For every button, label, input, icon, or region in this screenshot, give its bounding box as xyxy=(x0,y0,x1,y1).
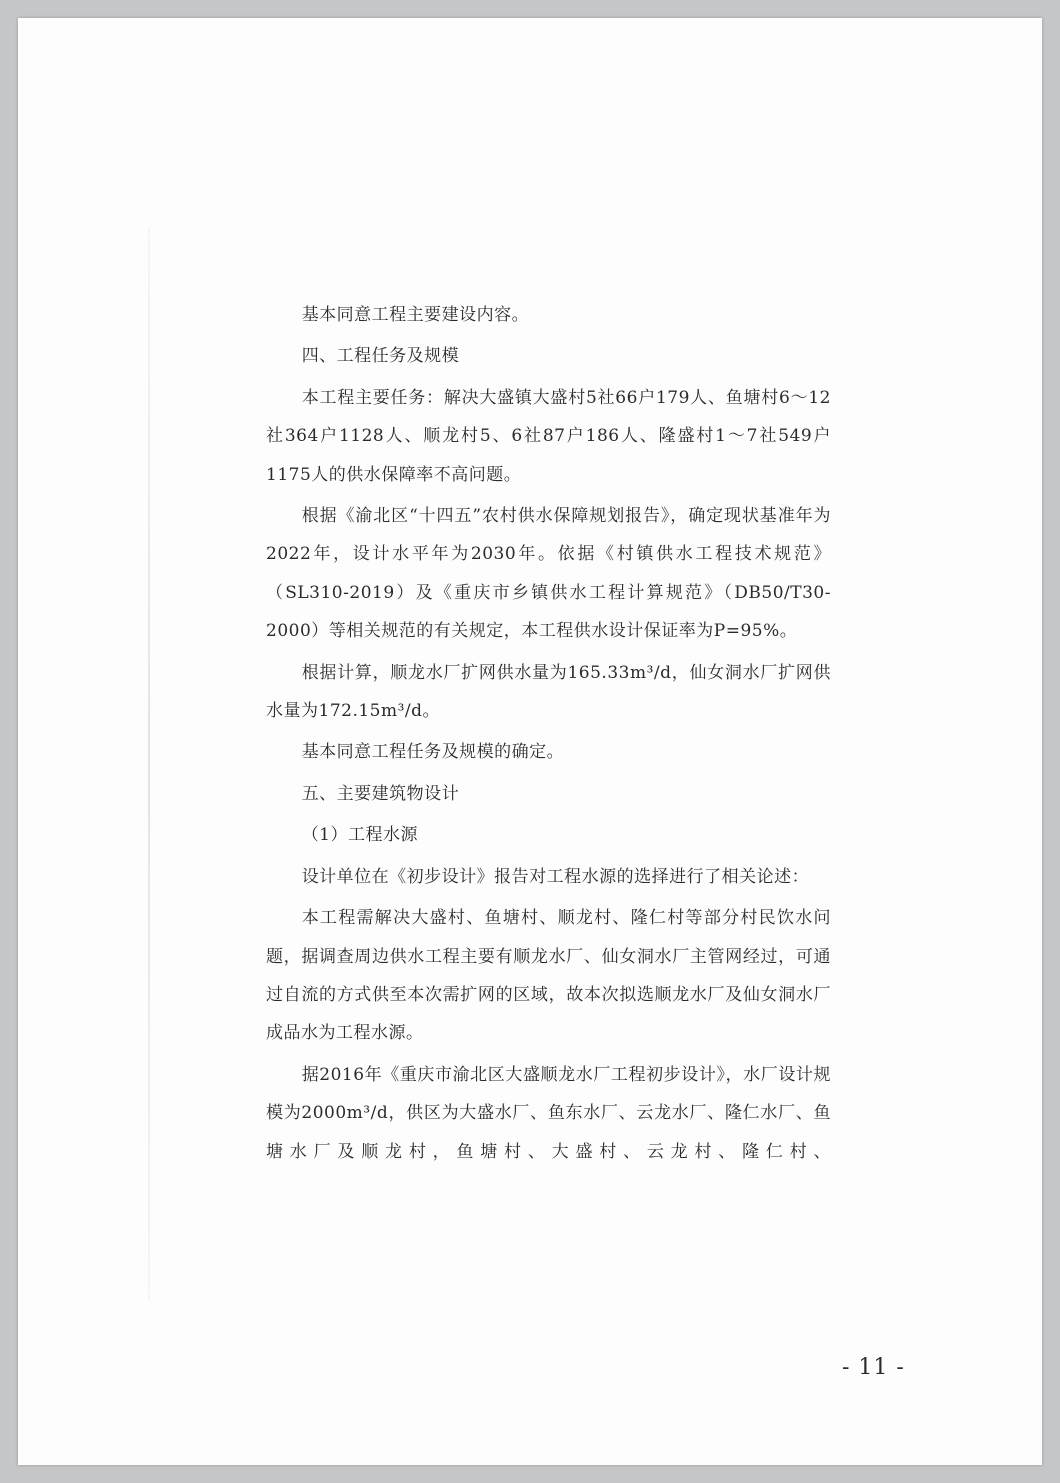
heading-section-4: 四、工程任务及规模 xyxy=(301,346,460,367)
page-number: - 11 - xyxy=(842,1355,905,1380)
paragraph-approve-scale: 基本同意工程任务及规模的确定。 xyxy=(301,742,565,763)
document-page xyxy=(18,18,1042,1465)
paragraph-planning-basis: 根据《渝北区“十四五”农村供水保障规划报告》，确定现状基准年为2022年，设计水平年为2030年。依据《村镇供水工程技术规范》（SL310-2019）及《重庆市乡镇供水工程计算规范》（DB50/T30-2000）等相关规范的有关规定，本工程供水设计保证率为P=95%。 xyxy=(266,506,831,642)
paragraph-water-source-choice: 本工程需解决大盛村、鱼塘村、顺龙村、隆仁村等部分村民饮水问题，据调查周边供水工程主要有顺龙水厂、仙女洞水厂主管网经过，可通过自流的方式供至本次需扩网的区域，故本次拟选顺龙水厂及仙女洞水厂成品水为工程水源。 xyxy=(266,908,831,1044)
paragraph-design-unit: 设计单位在《初步设计》报告对工程水源的选择进行了相关论述： xyxy=(301,866,810,887)
subheading-water-source: （1）工程水源 xyxy=(301,825,419,846)
scan-shadow-line xyxy=(148,228,150,1300)
paragraph-water-supply-calc: 根据计算，顺龙水厂扩网供水量为165.33m³/d，仙女洞水厂扩网供水量为172.15m³/d。 xyxy=(266,662,831,722)
paragraph-main-tasks: 本工程主要任务：解决大盛镇大盛村5社66户179人、鱼塘村6～12社364户1128人、顺龙村5、6社87户186人、隆盛村1～7社549户1175人的供水保障率不高问题。 xyxy=(266,387,831,485)
paragraph-approve-construction: 基本同意工程主要建设内容。 xyxy=(301,305,530,325)
heading-section-5: 五、主要建筑物设计 xyxy=(301,783,460,804)
body-text xyxy=(266,296,831,1174)
paragraph-2016-design: 据2016年《重庆市渝北区大盛顺龙水厂工程初步设计》，水厂设计规模为2000m³/d，供区为大盛水厂、鱼东水厂、云龙水厂、隆仁水厂、鱼塘水厂及顺龙村，鱼塘村、大盛村、云龙村、隆仁村、 xyxy=(266,1064,831,1162)
